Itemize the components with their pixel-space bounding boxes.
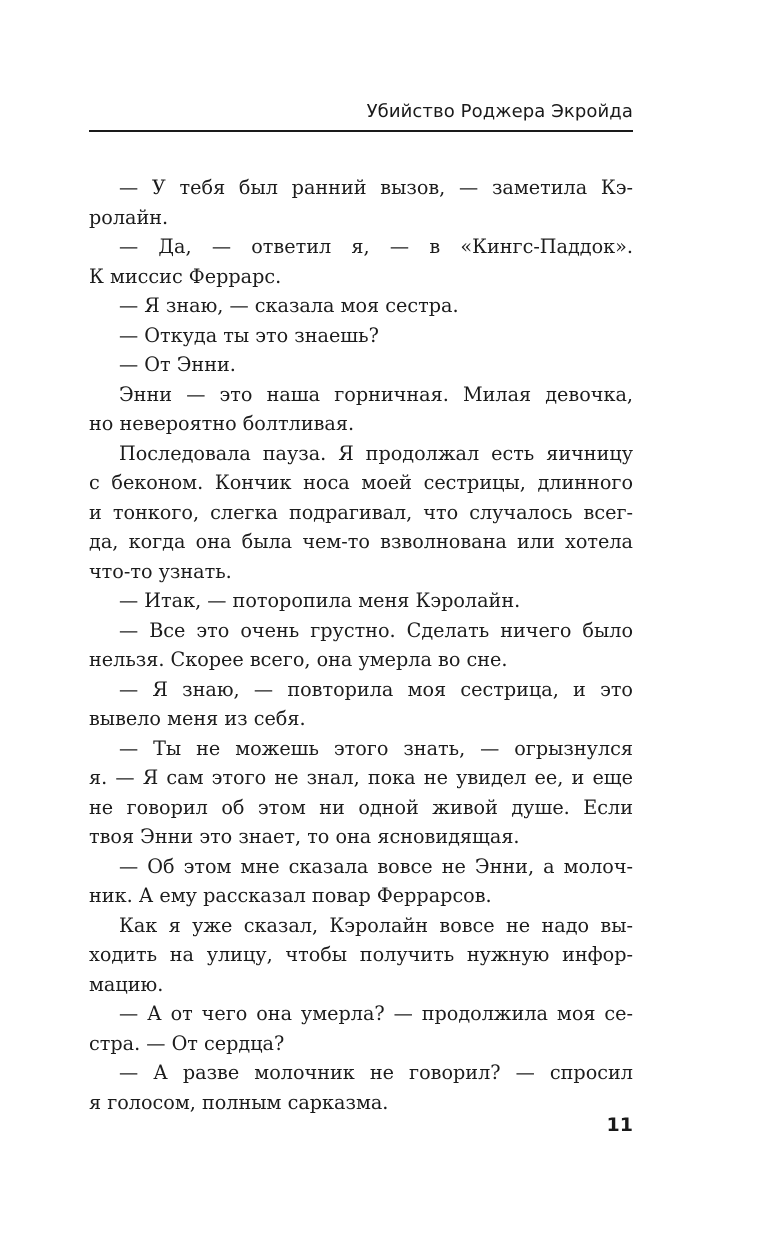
text-line: да, когда она была чем-то взволнована или хотела (89, 530, 633, 553)
paragraph (89, 999, 633, 1058)
text-line: твоя Энни это знает, то она ясновидящая. (89, 825, 520, 848)
paragraph (89, 734, 633, 852)
text-line: ролайн. (89, 205, 169, 229)
paragraph (89, 852, 633, 911)
text-line: — Об этом мне сказала вовсе не Энни, а молоч- (119, 854, 633, 878)
paragraph (89, 439, 633, 587)
paragraph (89, 291, 633, 321)
text-line: — Все это очень грустно. Сделать ничего было (119, 618, 633, 642)
paragraph (89, 350, 633, 380)
text-line: и тонкого, слегка подрагивал, что случалось всег- (89, 500, 633, 524)
text-line: что-то узнать. (89, 559, 232, 583)
paragraph (89, 586, 633, 616)
text-line: К миссис Феррарс. (89, 264, 282, 288)
header-rule (89, 130, 633, 132)
text-line: стра. — От сердца? (89, 1031, 285, 1055)
paragraph (89, 911, 633, 1000)
page-number: 11 (606, 1114, 633, 1136)
text-line: я голосом, полным сарказма. (89, 1090, 389, 1114)
text-line: — А от чего она умерла? — продолжила моя се- (119, 1002, 633, 1025)
paragraph (89, 616, 633, 675)
text-line: — А разве молочник не говорил? — спросил (119, 1061, 633, 1084)
text-line: — Да, — ответил я, — в «Кингс-Паддок». (119, 235, 633, 258)
paragraph (89, 232, 633, 291)
paragraph (89, 1058, 633, 1117)
paragraph (89, 380, 633, 439)
text-line: не говорил об этом ни одной живой душе. Если (89, 795, 633, 819)
text-line: нельзя. Скорее всего, она умерла во сне. (89, 648, 508, 671)
text-line: ходить на улицу, чтобы получить нужную инфор- (89, 943, 633, 966)
text-line: но невероятно болтливая. (89, 412, 355, 435)
text-line: вывело меня из себя. (89, 707, 306, 730)
text-line: — Я знаю, — повторила моя сестрица, и это (119, 677, 633, 701)
body-text (89, 173, 633, 1117)
text-line: Как я уже сказал, Кэролайн вовсе не надо вы- (119, 913, 633, 937)
text-line: — Итак, — поторопила меня Кэролайн. (119, 589, 521, 612)
text-line: ник. А ему рассказал повар Феррарсов. (89, 884, 492, 907)
text-line: — От Энни. (119, 353, 236, 376)
paragraph (89, 321, 633, 351)
text-line: мацию. (89, 972, 164, 996)
text-line: Последовала пауза. Я продолжал есть яичницу (119, 441, 633, 465)
text-line: — Я знаю, — сказала моя сестра. (119, 294, 459, 317)
running-header: Убийство Роджера Экройда (366, 101, 633, 122)
text-line: я. — Я сам этого не знал, пока не увидел ее, и еще (89, 766, 633, 789)
text-line: — Ты не можешь этого знать, — огрызнулся (119, 736, 633, 760)
text-line: с беконом. Кончик носа моей сестрицы, длинного (89, 471, 633, 494)
text-line: — У тебя был ранний вызов, — заметила Кэ- (119, 176, 633, 199)
paragraph (89, 675, 633, 734)
text-line: — Откуда ты это знаешь? (119, 323, 379, 347)
paragraph (89, 173, 633, 232)
text-line: Энни — это наша горничная. Милая девочка, (119, 382, 633, 406)
